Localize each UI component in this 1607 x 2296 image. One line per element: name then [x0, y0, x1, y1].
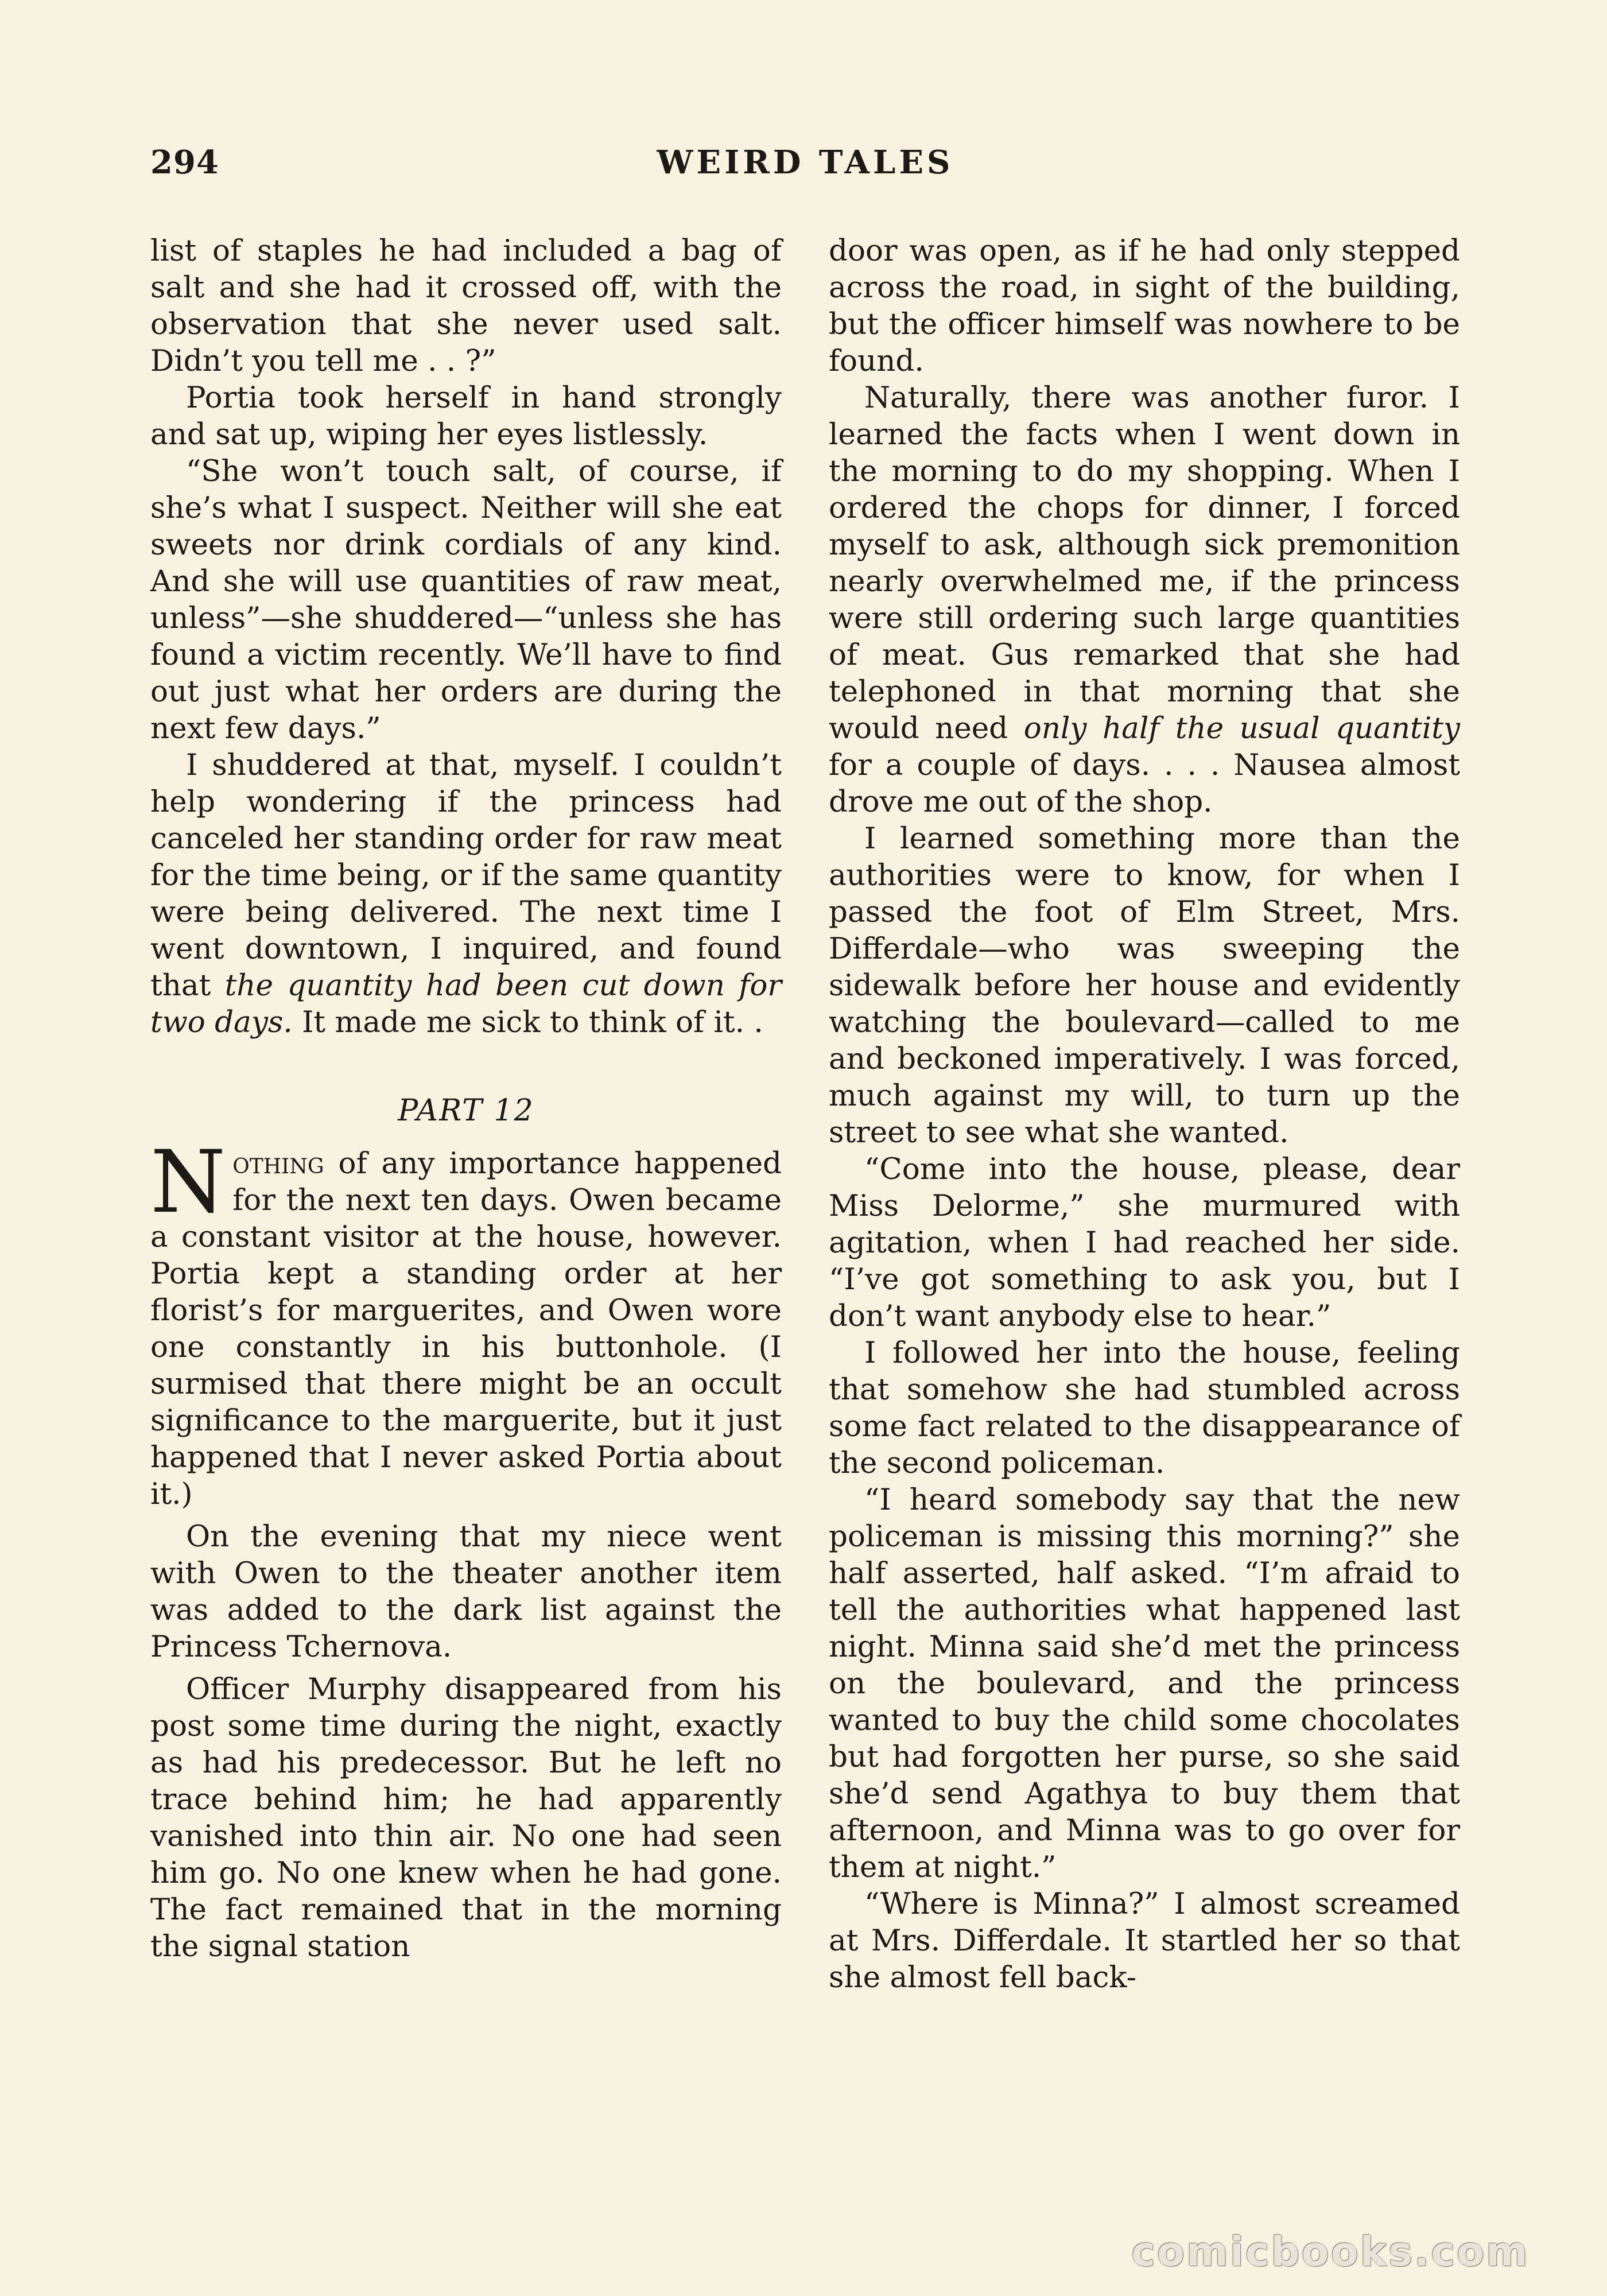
emphasis-text: only half the usual quantity — [1023, 711, 1461, 746]
page-header — [150, 144, 1460, 189]
part-heading: PART 12 — [398, 1093, 534, 1128]
text-run: It made me sick to think of it. . — [292, 1005, 763, 1040]
small-caps-lead: othing — [232, 1146, 324, 1181]
paragraph: Officer Murphy disappeared from his post some time during the night, exactly as had his predecessor. But he left no trace behind him; he had apparently vanished into thin air. No one had seen him go. No one knew when he had gone. The fact remained that in the morning the signal station — [150, 1672, 782, 1964]
paragraph — [829, 379, 1460, 820]
drop-cap: N — [150, 1133, 226, 1232]
paragraph — [150, 747, 782, 1041]
right-column — [829, 232, 1460, 1996]
text-run: Naturally, there was another furor. I learned the facts when I went down in the morning to do my shopping. When I ordered the chops for dinner, I forced myself to ask, although sick premonition nearly overwhelmed me, if the princess were still ordering such large quantities of meat. Gus remarked that she had telephoned in that morning that she would need — [829, 381, 1460, 746]
text-run: of any importance happened for the next ten days. Owen became a constant visitor at the house, however. Portia kept a standing order at her florist’s for marguerites, and Owen wore one constantly in his buttonhole. (I surmised that there might be an occult significance to the marguerite, but it just happened that I never asked Portia about it.) — [150, 1146, 782, 1511]
watermark-logo: comicbooks.com — [1131, 2228, 1530, 2275]
paragraph: I followed her into the house, feeling that somehow she had stumbled across some fact related to the disappearance of the second policeman. — [829, 1336, 1460, 1480]
text-run: I shuddered at that, myself. I couldn’t help wondering if the princess had canceled her standing order for raw meat for the time being, or if the same quantity were being delivered. The next time I went downtown, I inquired, and found that — [150, 748, 782, 1003]
paragraph: “She won’t touch salt, of course, if she’s what I suspect. Neither will she eat sweets nor drink cordials of any kind. And she will use quantities of raw meat, unless”—she shuddered—“unless she has found a victim recently. We’ll have to find out just what her orders are during the next few days.” — [150, 454, 782, 746]
paragraph: “Come into the house, please, dear Miss Delorme,” she murmured with agitation, when I had reached her side. “I’ve got something to ask you, but I don’t want anybody else to hear.” — [829, 1152, 1460, 1333]
paragraph: list of staples he had included a bag of salt and she had it crossed off, with the observation that she never used salt. Didn’t you tell me . . ?” — [150, 234, 782, 378]
left-column — [150, 232, 782, 1965]
paragraph: “Where is Minna?” I almost screamed at Mrs. Differdale. It startled her so that she almost fell back- — [829, 1887, 1460, 1995]
paragraph: I learned something more than the authorities were to know, for when I passed the foot of Elm Street, Mrs. Differdale—who was sweeping the sidewalk before her house and evidently watching the boulevard—called to me and beckoned imperatively. I was forced, much against my will, to turn up the street to see what she wanted. — [829, 821, 1460, 1150]
page-number: 294 — [150, 144, 219, 181]
emphasis-text: the quantity had been cut down for two days. — [150, 968, 782, 1040]
paragraph: Portia took herself in hand strongly and sat up, wiping her eyes listlessly. — [150, 381, 782, 452]
paragraph — [150, 1133, 782, 1512]
paragraph: “I heard somebody say that the new policeman is missing this morning?” she half asserted, half asked. “I’m afraid to tell the authorities what happened last night. Minna said she’d met the princess on the boulevard, and the princess wanted to buy the child some chocolates but had forgotten her purse, so she said she’d send Agathya to buy them that afternoon, and Minna was to go over for them at night.” — [829, 1483, 1460, 1884]
paragraph: On the evening that my niece went with Owen to the theater another item was added to the dark list against the Princess Tchernova. — [150, 1519, 782, 1664]
magazine-title: WEIRD TALES — [657, 144, 954, 181]
text-run: for a couple of days. . . . Nausea almost drove me out of the shop. — [829, 748, 1460, 819]
paragraph: door was open, as if he had only stepped across the road, in sight of the building, but the officer himself was nowhere to be found. — [829, 234, 1460, 378]
